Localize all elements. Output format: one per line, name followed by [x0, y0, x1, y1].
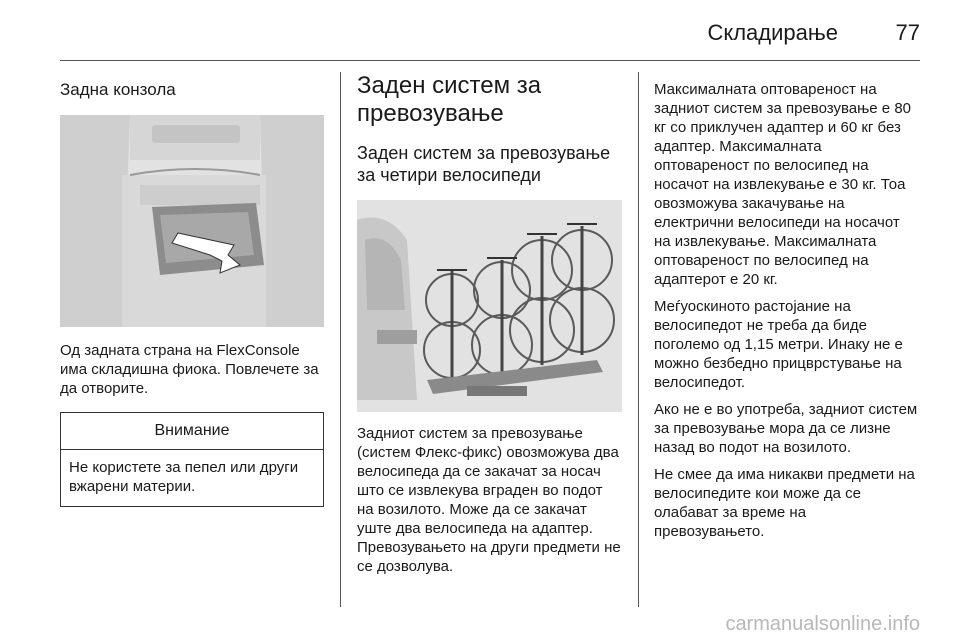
bike-carrier-illustration: [357, 200, 622, 412]
rear-console-text: Од задната страна на FlexConsole има складишна фиока. Повлечете за да отворите.: [60, 342, 319, 397]
warning-text: Не користете за пепел или други вжарени материи.: [69, 459, 299, 495]
section-title: Складирање: [707, 20, 838, 45]
page-header: [60, 14, 920, 54]
column-divider-2: [638, 72, 639, 607]
watermark-text: carmanualsonline.info: [725, 613, 920, 635]
wheelbase-text: Меѓуоскиното растојание на велосипедот не треба да биде поголемо од 1,15 метри. Инаку не е можно безбедно прицврстување на велосипедот.: [654, 298, 903, 391]
four-bike-subheading: Заден систем за превозување за четири велосипеди: [357, 143, 611, 185]
rear-console-drawing: [60, 115, 324, 327]
rear-carrier-text: Задниот систем за превозување (систем Флекс-фикс) овозможува два велосипеда да се закачат за носач што се извлекува вграден во подот на возилото. Може да се закачат уште два велосипеда на адаптер. Превозувањето на други предмети не се дозволува.: [357, 425, 621, 575]
header-divider: [60, 60, 920, 61]
page-number: 77: [895, 20, 920, 45]
warning-box: [60, 412, 324, 507]
load-capacity-text: Максималната оптовареност на задниот систем за превозување е 80 кг со приклучен адаптер и 60 кг без адаптер. Максималната оптовареност по велосипед на носачот на извлекување е 30 кг. Тоа овозможува закачување на електрични велосипеди на носачот на извлекување. Максималната оптовареност по велосипед на адаптерот е 20 кг.: [654, 81, 911, 288]
column-divider-1: [340, 72, 341, 607]
bike-carrier-drawing: [357, 200, 622, 412]
rear-console-illustration: [60, 115, 324, 327]
loose-items-text: Не смее да има никакви предмети на велосипедите кои може да се олабават за време на превозувањето.: [654, 466, 915, 540]
warning-title: Внимание: [61, 413, 323, 450]
column-rear-console: [60, 72, 324, 507]
column-load-info: [654, 80, 920, 549]
rear-carrier-heading: Заден систем за превозување: [357, 72, 542, 127]
stowage-text: Ако не е во употреба, задниот систем за превозување мора да се лизне назад во подот на возилото.: [654, 401, 918, 456]
column-rear-carrier: [357, 72, 622, 584]
rear-console-heading: Задна конзола: [60, 80, 176, 99]
